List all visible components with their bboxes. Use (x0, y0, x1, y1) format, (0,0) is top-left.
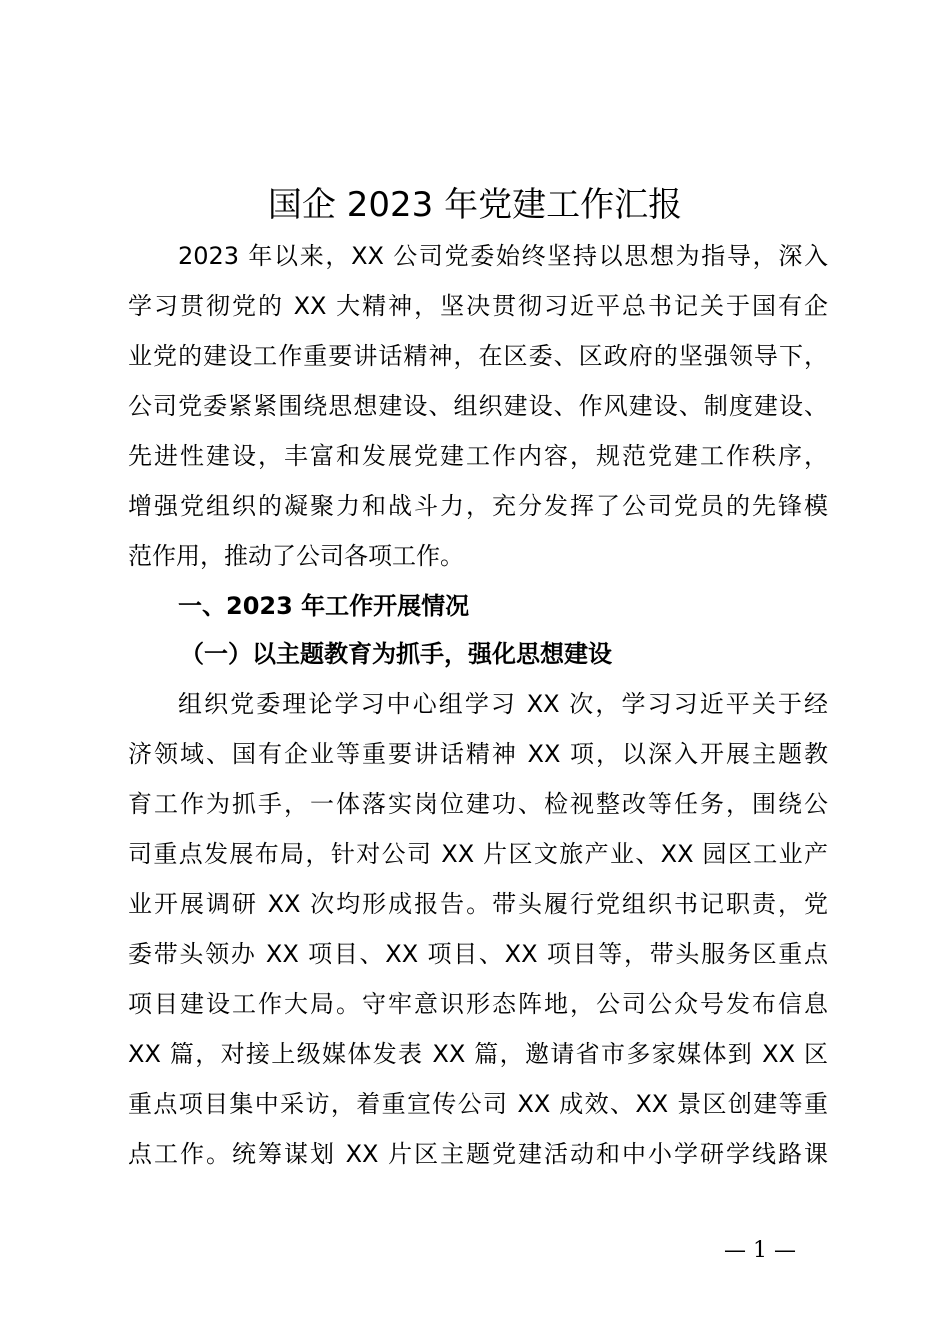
paragraph-line: 重点项目集中采访，着重宣传公司 XX 成效、XX 景区创建等重 (128, 1090, 828, 1118)
paragraph-line: 增强党组织的凝聚力和战斗力，充分发挥了公司党员的先锋模 (128, 492, 828, 520)
paragraph-line: 育工作为抓手，一体落实岗位建功、检视整改等任务，围绕公 (128, 790, 828, 818)
page-number: — 1 — (724, 1238, 796, 1263)
paragraph-line: 学习贯彻党的 XX 大精神，坚决贯彻习近平总书记关于国有企 (128, 292, 828, 320)
paragraph-line: 济领域、国有企业等重要讲话精神 XX 项，以深入开展主题教 (128, 740, 828, 768)
paragraph-line: 范作用，推动了公司各项工作。 (128, 542, 464, 570)
paragraph-line: 业开展调研 XX 次均形成报告。带头履行党组织书记职责，党 (128, 890, 828, 918)
paragraph-line: 先进性建设，丰富和发展党建工作内容，规范党建工作秩序， (128, 442, 828, 470)
paragraph-line: 业党的建设工作重要讲话精神，在区委、区政府的坚强领导下， (128, 342, 828, 370)
paragraph-line: XX 篇，对接上级媒体发表 XX 篇，邀请省市多家媒体到 XX 区 (128, 1040, 828, 1068)
paragraph-line: 组织党委理论学习中心组学习 XX 次，学习习近平关于经 (178, 690, 828, 718)
paragraph-line: 公司党委紧紧围绕思想建设、组织建设、作风建设、制度建设、 (128, 392, 828, 420)
paragraph-line: 司重点发展布局，针对公司 XX 片区文旅产业、XX 园区工业产 (128, 840, 828, 868)
paragraph-line: 项目建设工作大局。守牢意识形态阵地，公司公众号发布信息 (128, 990, 828, 1018)
paragraph-line: 委带头领办 XX 项目、XX 项目、XX 项目等，带头服务区重点 (128, 940, 828, 968)
section-heading: 一、2023 年工作开展情况 (178, 592, 470, 620)
document-title: 国企 2023 年党建工作汇报 (267, 185, 683, 225)
paragraph-line: 点工作。统筹谋划 XX 片区主题党建活动和中小学研学线路课 (128, 1140, 828, 1168)
paragraph-line: 2023 年以来，XX 公司党委始终坚持以思想为指导，深入 (178, 242, 828, 270)
subsection-heading: （一）以主题教育为抓手，强化思想建设 (180, 640, 612, 668)
